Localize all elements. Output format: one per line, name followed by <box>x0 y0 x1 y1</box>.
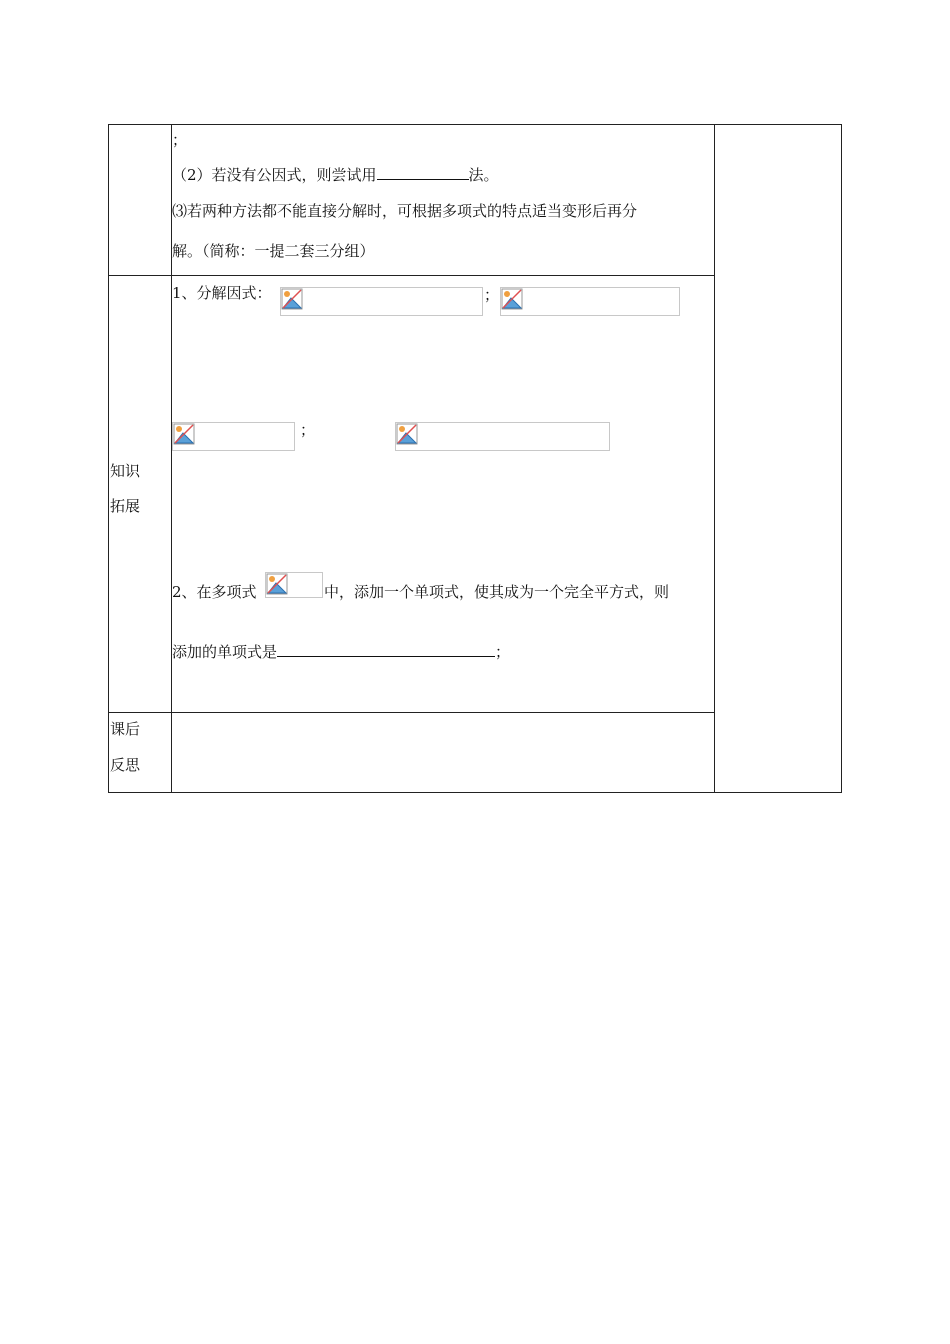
item3-line2: 解。（简称：一提二套三分组） <box>172 242 375 260</box>
reflection-label-2: 反思 <box>110 756 141 774</box>
knowledge-ext-label-2: 拓展 <box>110 497 141 515</box>
table-border-right <box>841 124 842 793</box>
notes-column-divider <box>714 124 715 793</box>
q2-suffix: 中，添加一个单项式，使其成为一个完全平方式，则 <box>324 583 670 601</box>
q1-separator-2: ； <box>300 421 316 439</box>
formula-image-1 <box>280 287 483 316</box>
item3-line1: ⑶若两种方法都不能直接分解时，可根据多项式的特点适当变形后再分 <box>172 202 638 220</box>
label-column-divider <box>171 124 172 793</box>
formula-image-2 <box>500 287 680 316</box>
q1-separator-1: ； <box>484 286 500 304</box>
broken-image-icon <box>396 423 418 445</box>
broken-image-icon <box>173 423 195 445</box>
formula-image-5 <box>265 572 323 598</box>
q2-answer-blank <box>277 642 495 657</box>
row-divider-2 <box>108 712 715 713</box>
reflection-label-1: 课后 <box>110 720 141 738</box>
q2-line2-prefix: 添加的单项式是 <box>172 643 278 661</box>
table-border-top <box>108 124 842 125</box>
broken-image-icon <box>266 573 288 595</box>
q1-prefix: 1、分解因式： <box>172 284 272 302</box>
item2-prefix: （2）若没有公因式，则尝试用 <box>172 166 377 184</box>
row1-semicolon: ； <box>172 131 188 149</box>
knowledge-ext-label-1: 知识 <box>110 462 141 480</box>
item2-suffix: 法。 <box>468 166 499 184</box>
row-divider-1 <box>108 275 715 276</box>
formula-image-3 <box>172 422 295 451</box>
broken-image-icon <box>501 288 523 310</box>
formula-image-4 <box>395 422 610 451</box>
item2-text <box>172 165 499 184</box>
q2-line2-suffix: ； <box>495 643 511 661</box>
item2-blank <box>377 165 469 180</box>
broken-image-icon <box>281 288 303 310</box>
q2-prefix: 2、在多项式 <box>172 583 257 601</box>
table-border-left <box>108 124 109 793</box>
q2-line2 <box>172 642 510 661</box>
table-border-bottom <box>108 792 842 793</box>
